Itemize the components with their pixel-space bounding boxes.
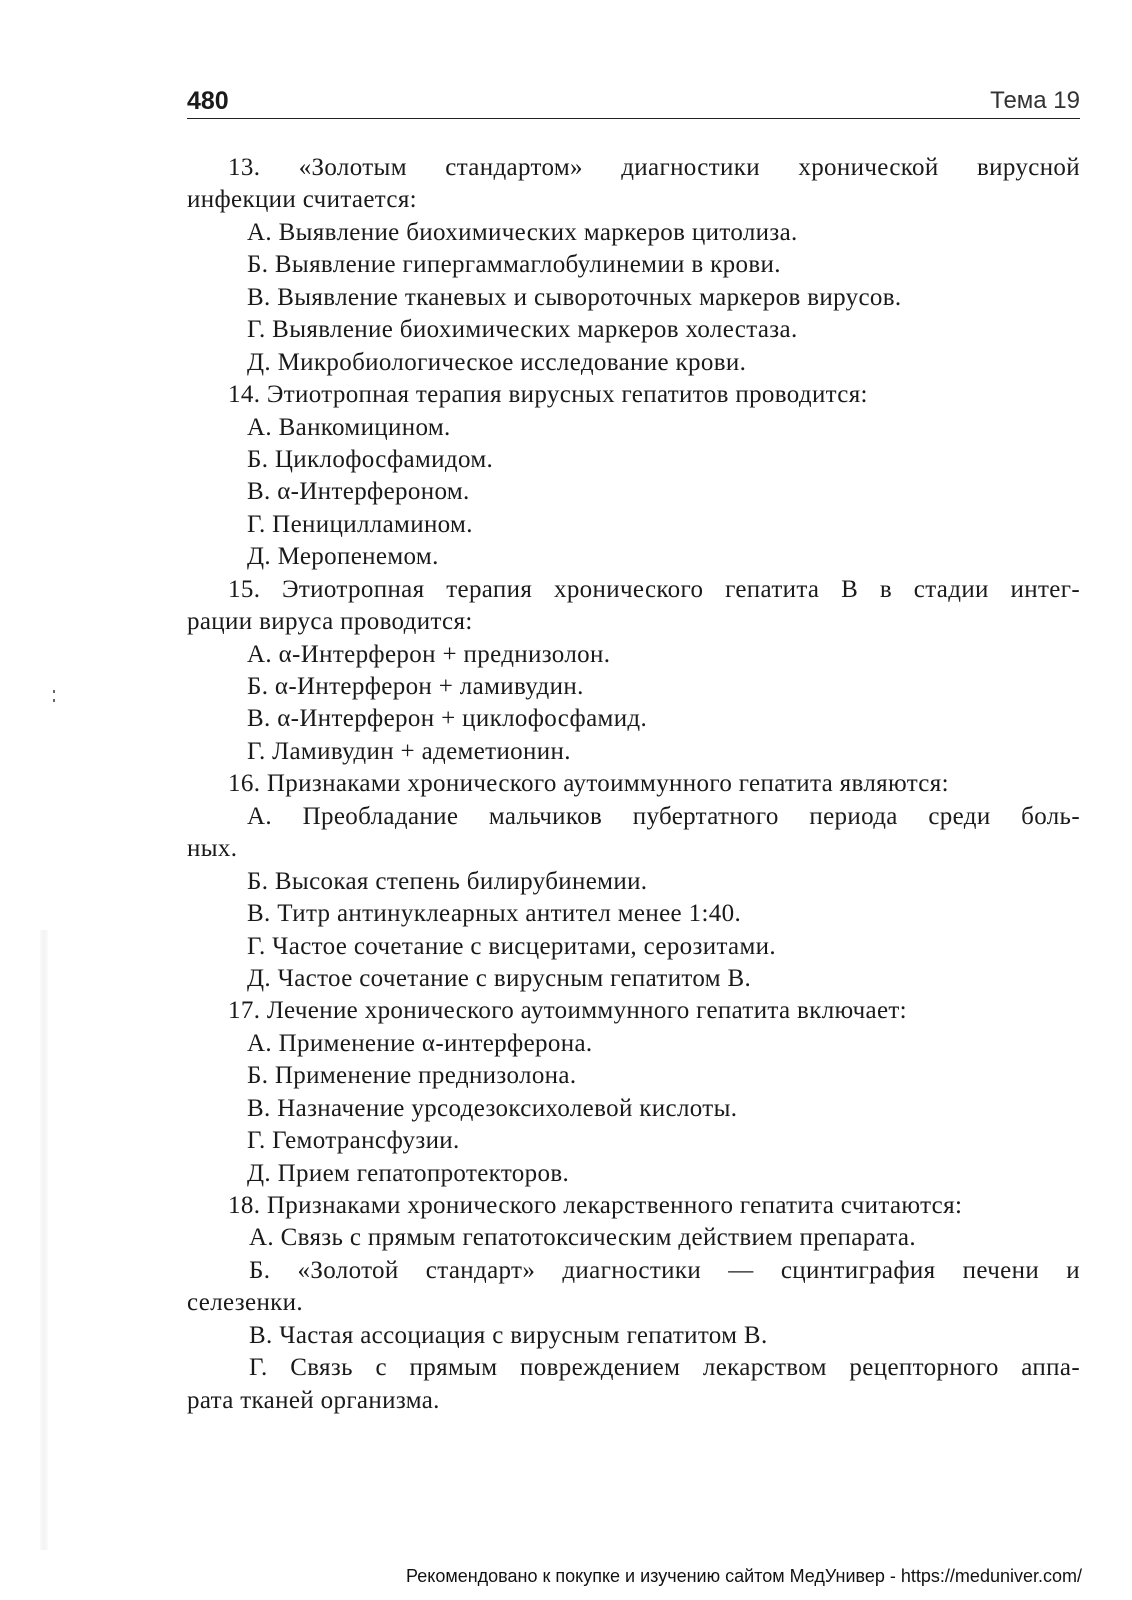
text-line: рата тканей организма. <box>187 1386 440 1414</box>
answer-option: А. Преобладание мальчиков пубертатного периода среди боль- <box>247 802 1080 830</box>
answer-option: А. α-Интерферон + преднизолон. <box>247 640 611 668</box>
question-text: 15. Этиотропная терапия хронического гепатита В в стадии интег- <box>228 575 1080 603</box>
answer-option: Г. Связь с прямым повреждением лекарством рецепторного аппа- <box>249 1354 1080 1382</box>
answer-option: Г. Частое сочетание с висцеритами, серозитами. <box>247 932 777 960</box>
answer-option: Б. Циклофосфамидом. <box>247 445 494 473</box>
footer-note: Рекомендовано к покупке и изучению сайтом МедУнивер - https://meduniver.com/ <box>406 1566 1082 1586</box>
page-header <box>187 86 1080 119</box>
answer-option: Г. Ламивудин + адеметионин. <box>247 737 571 765</box>
answer-option: Д. Меропенемом. <box>247 543 439 571</box>
page-number: 480 <box>187 87 229 115</box>
answer-option: Б. «Золотой стандарт» диагностики — сцинтиграфия печени и <box>249 1256 1080 1284</box>
answer-option: Д. Прием гепатопротекторов. <box>247 1159 570 1187</box>
text-line: селезенки. <box>187 1289 303 1317</box>
answer-option: Б. Применение преднизолона. <box>247 1062 577 1090</box>
answer-option: А. Ванкомицином. <box>247 413 451 441</box>
answer-option: В. Титр антинуклеарных антител менее 1:40. <box>247 900 742 928</box>
answer-option: В. Выявление тканевых и сывороточных маркеров вирусов. <box>247 283 902 311</box>
answer-option: Б. α-Интерферон + ламивудин. <box>247 673 584 700</box>
answer-option: Д. Микробиологическое исследование крови. <box>247 348 747 376</box>
answer-option: Д. Частое сочетание с вирусным гепатитом В. <box>247 964 752 992</box>
answer-option: В. Назначение урсодезоксихолевой кислоты. <box>247 1094 738 1122</box>
answer-option: В. α-Интерферон + циклофосфамид. <box>247 705 648 733</box>
answer-option: В. Частая ассоциация с вирусным гепатитом В. <box>249 1321 768 1349</box>
question-text: 17. Лечение хронического аутоиммунного гепатита включает: <box>228 997 907 1025</box>
answer-option: В. α-Интерфероном. <box>247 478 470 506</box>
answer-option: Г. Пеницилламином. <box>247 510 473 538</box>
margin-marks <box>53 690 55 710</box>
answer-option: А. Применение α-интерферона. <box>247 1029 593 1057</box>
answer-option: А. Выявление биохимических маркеров цитолиза. <box>247 218 798 246</box>
question-text: 14. Этиотропная терапия вирусных гепатитов проводится: <box>228 381 868 409</box>
answer-option: А. Связь с прямым гепатотоксическим действием препарата. <box>249 1224 916 1252</box>
question-text: 16. Признаками хронического аутоиммунного гепатита являются: <box>228 770 949 798</box>
text-line: рации вируса проводится: <box>187 608 473 636</box>
question-list <box>187 152 1080 1417</box>
answer-option: Б. Высокая степень билирубинемии. <box>247 867 648 895</box>
text-line: ных. <box>187 835 238 863</box>
scan-edge-shadow <box>40 930 48 1550</box>
answer-option: Б. Выявление гипергаммаглобулинемии в крови. <box>247 251 781 279</box>
running-title: Тема 19 <box>990 87 1080 114</box>
text-line: инфекции считается: <box>187 186 417 214</box>
question-text: 18. Признаками хронического лекарственного гепатита считаются: <box>228 1192 963 1219</box>
answer-option: Г. Выявление биохимических маркеров холестаза. <box>247 316 798 344</box>
answer-option: Г. Гемотрансфузии. <box>247 1127 460 1155</box>
question-text: 13. «Золотым стандартом» диагностики хронической вирусной <box>228 154 1080 181</box>
